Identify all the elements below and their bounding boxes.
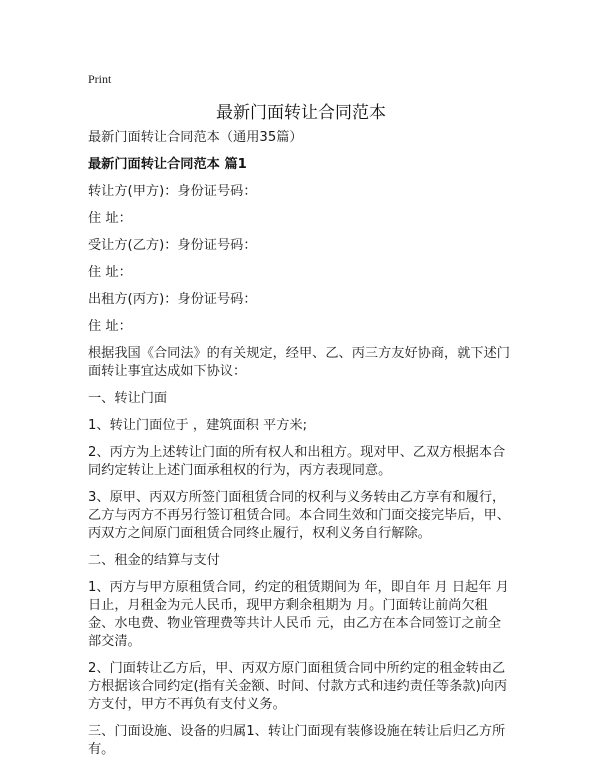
clause-1-2: 2、丙方为上述转让门面的所有权人和出租方。现对甲、乙双方根据本合同约定转让上述门面承租权的行为，丙方表现同意。 — [88, 445, 506, 478]
lessor-party-line: 出租方(丙方)：身份证号码： — [88, 292, 257, 307]
section-heading: 最新门面转让合同范本 篇1 — [88, 157, 247, 172]
transferor-party-line: 转让方(甲方)：身份证号码： — [88, 184, 257, 199]
document-title: 最新门面转让合同范本 — [216, 103, 386, 123]
transferee-party-line: 受让方(乙方)：身份证号码： — [88, 238, 257, 253]
transferor-address-line: 住 址： — [88, 211, 132, 226]
lessor-address-line: 住 址： — [88, 319, 132, 334]
document-page — [88, 70, 514, 768]
clause-1-3: 3、原甲、丙双方所签门面租赁合同的权利与义务转由乙方享有和履行，乙方与丙方不再另行签订租赁合同。本合同生效和门面交接完毕后，甲、丙双方之间原门面租赁合同终止履行，权利义务自行解除。 — [88, 490, 510, 541]
print-link[interactable]: Print — [88, 72, 112, 86]
clause-heading-1: 一、转让门面 — [88, 391, 168, 406]
document-subtitle: 最新门面转让合同范本（通用35篇） — [88, 130, 303, 145]
clause-heading-2: 二、租金的结算与支付 — [88, 553, 220, 568]
clause-heading-3: 三、门面设施、设备的归属1、转让门面现有装修设施在转让后归乙方所有。 — [88, 724, 506, 757]
clause-2-1: 1、丙方与甲方原租赁合同，约定的租赁期间为 年，即自年 月 日起年 月 日止，月租金为元人民币，现甲方剩余租期为 月。门面转让前尚欠租金、水电费、物业管理费等共计人民币 元，由乙方在本合同签订之前全部交清。 — [88, 580, 509, 649]
clause-1-1: 1、转让门面位于 ，建筑面积 平方米; — [88, 418, 308, 433]
transferee-address-line: 住 址： — [88, 265, 132, 280]
preamble-paragraph: 根据我国《合同法》的有关规定，经甲、乙、丙三方友好协商，就下述门面转让事宜达成如下协议： — [88, 346, 510, 379]
clause-2-2: 2、门面转让乙方后，甲、丙双方原门面租赁合同中所约定的租金转由乙方根据该合同约定(指有关金额、时间、付款方式和违约责任等条款)向丙方支付，甲方不再负有支付义务。 — [88, 661, 508, 712]
